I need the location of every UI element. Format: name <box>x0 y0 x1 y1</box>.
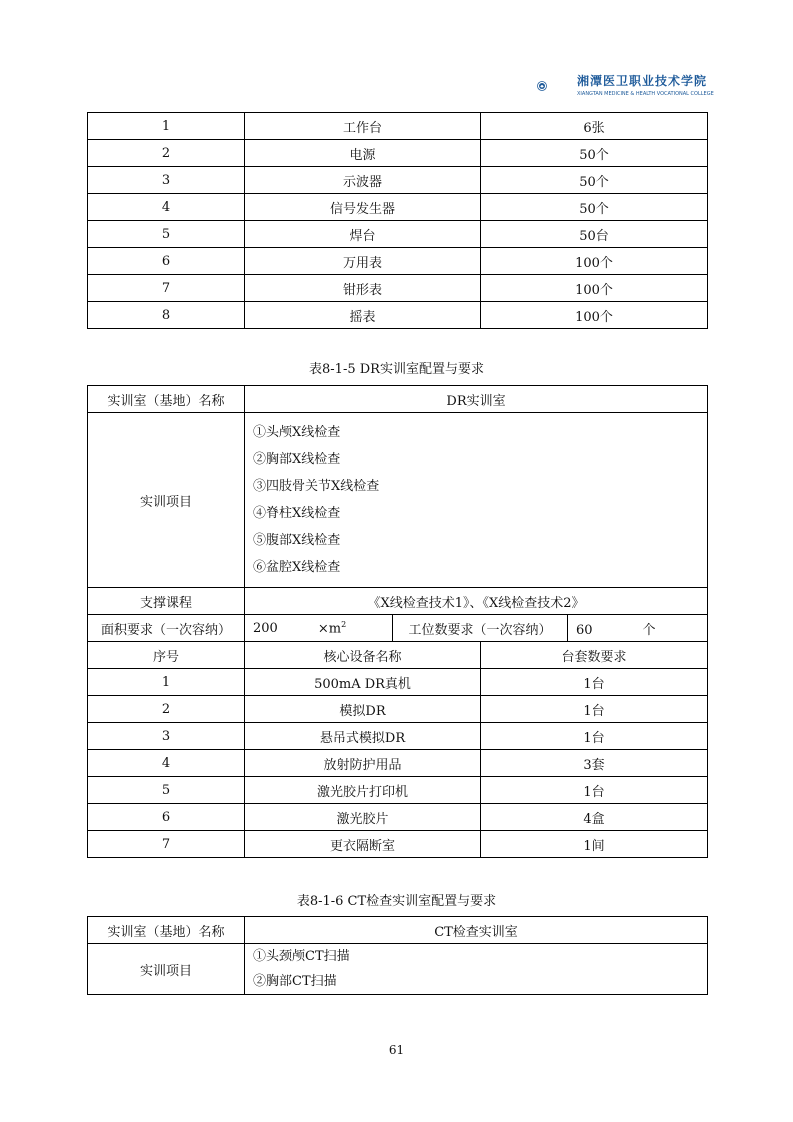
equipment-name: 工作台 <box>245 113 481 140</box>
quantity: 50台 <box>481 221 708 248</box>
table-row <box>88 302 708 329</box>
row-number: 1 <box>88 113 245 140</box>
table-row <box>88 140 708 167</box>
table-row <box>88 777 708 804</box>
course-list: 《X线检查技术1》、《X线检查技术2》 <box>245 588 708 615</box>
quantity: 50个 <box>481 140 708 167</box>
table-row <box>88 167 708 194</box>
table-caption-ct: 表8-1-6 CT检查实训室配置与要求 <box>296 894 497 909</box>
quantity: 50个 <box>481 194 708 221</box>
table-row <box>88 113 708 140</box>
row-number: 5 <box>88 777 245 804</box>
table-row <box>88 275 708 302</box>
page-number: 61 <box>388 1043 405 1057</box>
row-number: 6 <box>88 804 245 831</box>
quantity: 4盒 <box>481 804 708 831</box>
row-number: 6 <box>88 248 245 275</box>
college-logo-icon <box>537 66 577 106</box>
college-name-en: XIANGTAN MEDICINE & HEALTH VOCATIONAL COLLEGE <box>577 91 714 97</box>
equipment-name: 放射防护用品 <box>245 750 481 777</box>
equipment-name: 示波器 <box>245 167 481 194</box>
room-label: 实训室（基地）名称 <box>88 917 245 944</box>
table-row <box>88 669 708 696</box>
equipment-name: 信号发生器 <box>245 194 481 221</box>
row-number: 5 <box>88 221 245 248</box>
table-row <box>88 248 708 275</box>
table-row <box>88 750 708 777</box>
quantity: 6张 <box>481 113 708 140</box>
training-item: ②胸部X线检查 <box>253 452 341 467</box>
equipment-name: 摇表 <box>245 302 481 329</box>
table-row <box>88 723 708 750</box>
training-item: ①头颈颅CT扫描 <box>253 949 350 964</box>
equipment-name: 激光胶片打印机 <box>245 777 481 804</box>
training-item: ⑥盆腔X线检查 <box>253 560 341 575</box>
quantity: 100个 <box>481 302 708 329</box>
area-label: 面积要求（一次容纳） <box>88 615 245 642</box>
col-header-name: 核心设备名称 <box>245 642 481 669</box>
ct-lab-table <box>87 916 708 995</box>
table-row <box>88 221 708 248</box>
station-unit: 个 <box>642 622 656 638</box>
station-value: 60 <box>576 622 593 638</box>
quantity: 1台 <box>481 777 708 804</box>
dr-lab-table <box>87 385 708 858</box>
row-number: 3 <box>88 723 245 750</box>
equipment-name: 500mA DR真机 <box>245 669 481 696</box>
equipment-name: 钳形表 <box>245 275 481 302</box>
quantity: 1间 <box>481 831 708 858</box>
training-item: ③四肢骨关节X线检查 <box>253 479 380 494</box>
quantity: 1台 <box>481 723 708 750</box>
row-number: 4 <box>88 750 245 777</box>
table-caption-dr: 表8-1-5 DR实训室配置与要求 <box>309 362 484 377</box>
table-row <box>88 831 708 858</box>
quantity: 100个 <box>481 275 708 302</box>
area-value: 200 <box>253 621 278 637</box>
equipment-name: 更衣隔断室 <box>245 831 481 858</box>
quantity: 1台 <box>481 669 708 696</box>
area-unit: ×m <box>317 621 342 637</box>
equipment-name: 焊台 <box>245 221 481 248</box>
table-row <box>88 194 708 221</box>
quantity: 100个 <box>481 248 708 275</box>
equipment-table-continued <box>87 112 708 329</box>
equipment-name: 万用表 <box>245 248 481 275</box>
area-requirement <box>245 615 393 642</box>
station-requirement <box>568 615 708 642</box>
training-item: ①头颅X线检查 <box>253 425 341 440</box>
col-header-qty: 台套数要求 <box>481 642 708 669</box>
station-label: 工位数要求（一次容纳） <box>393 615 568 642</box>
row-number: 2 <box>88 140 245 167</box>
row-number: 1 <box>88 669 245 696</box>
training-item: ②胸部CT扫描 <box>253 974 337 989</box>
equipment-name: 悬吊式模拟DR <box>245 723 481 750</box>
row-number: 7 <box>88 831 245 858</box>
items-label: 实训项目 <box>88 413 245 588</box>
col-header-no: 序号 <box>88 642 245 669</box>
items-label: 实训项目 <box>88 944 245 995</box>
table-row <box>88 804 708 831</box>
training-item: ⑤腹部X线检查 <box>253 533 341 548</box>
equipment-name: 模拟DR <box>245 696 481 723</box>
training-items <box>245 413 708 588</box>
area-unit-sup: 2 <box>341 619 347 629</box>
row-number: 7 <box>88 275 245 302</box>
training-item: ④脊柱X线检查 <box>253 506 341 521</box>
quantity: 3套 <box>481 750 708 777</box>
row-number: 4 <box>88 194 245 221</box>
equipment-name: 激光胶片 <box>245 804 481 831</box>
room-name: DR实训室 <box>245 386 708 413</box>
row-number: 8 <box>88 302 245 329</box>
room-name: CT检查实训室 <box>245 917 708 944</box>
equipment-name: 电源 <box>245 140 481 167</box>
row-number: 3 <box>88 167 245 194</box>
course-label: 支撑课程 <box>88 588 245 615</box>
table-row <box>88 696 708 723</box>
row-number: 2 <box>88 696 245 723</box>
quantity: 1台 <box>481 696 708 723</box>
quantity: 50个 <box>481 167 708 194</box>
room-label: 实训室（基地）名称 <box>88 386 245 413</box>
training-items <box>245 944 708 995</box>
college-name: 湘潭医卫职业技术学院 <box>577 74 708 88</box>
